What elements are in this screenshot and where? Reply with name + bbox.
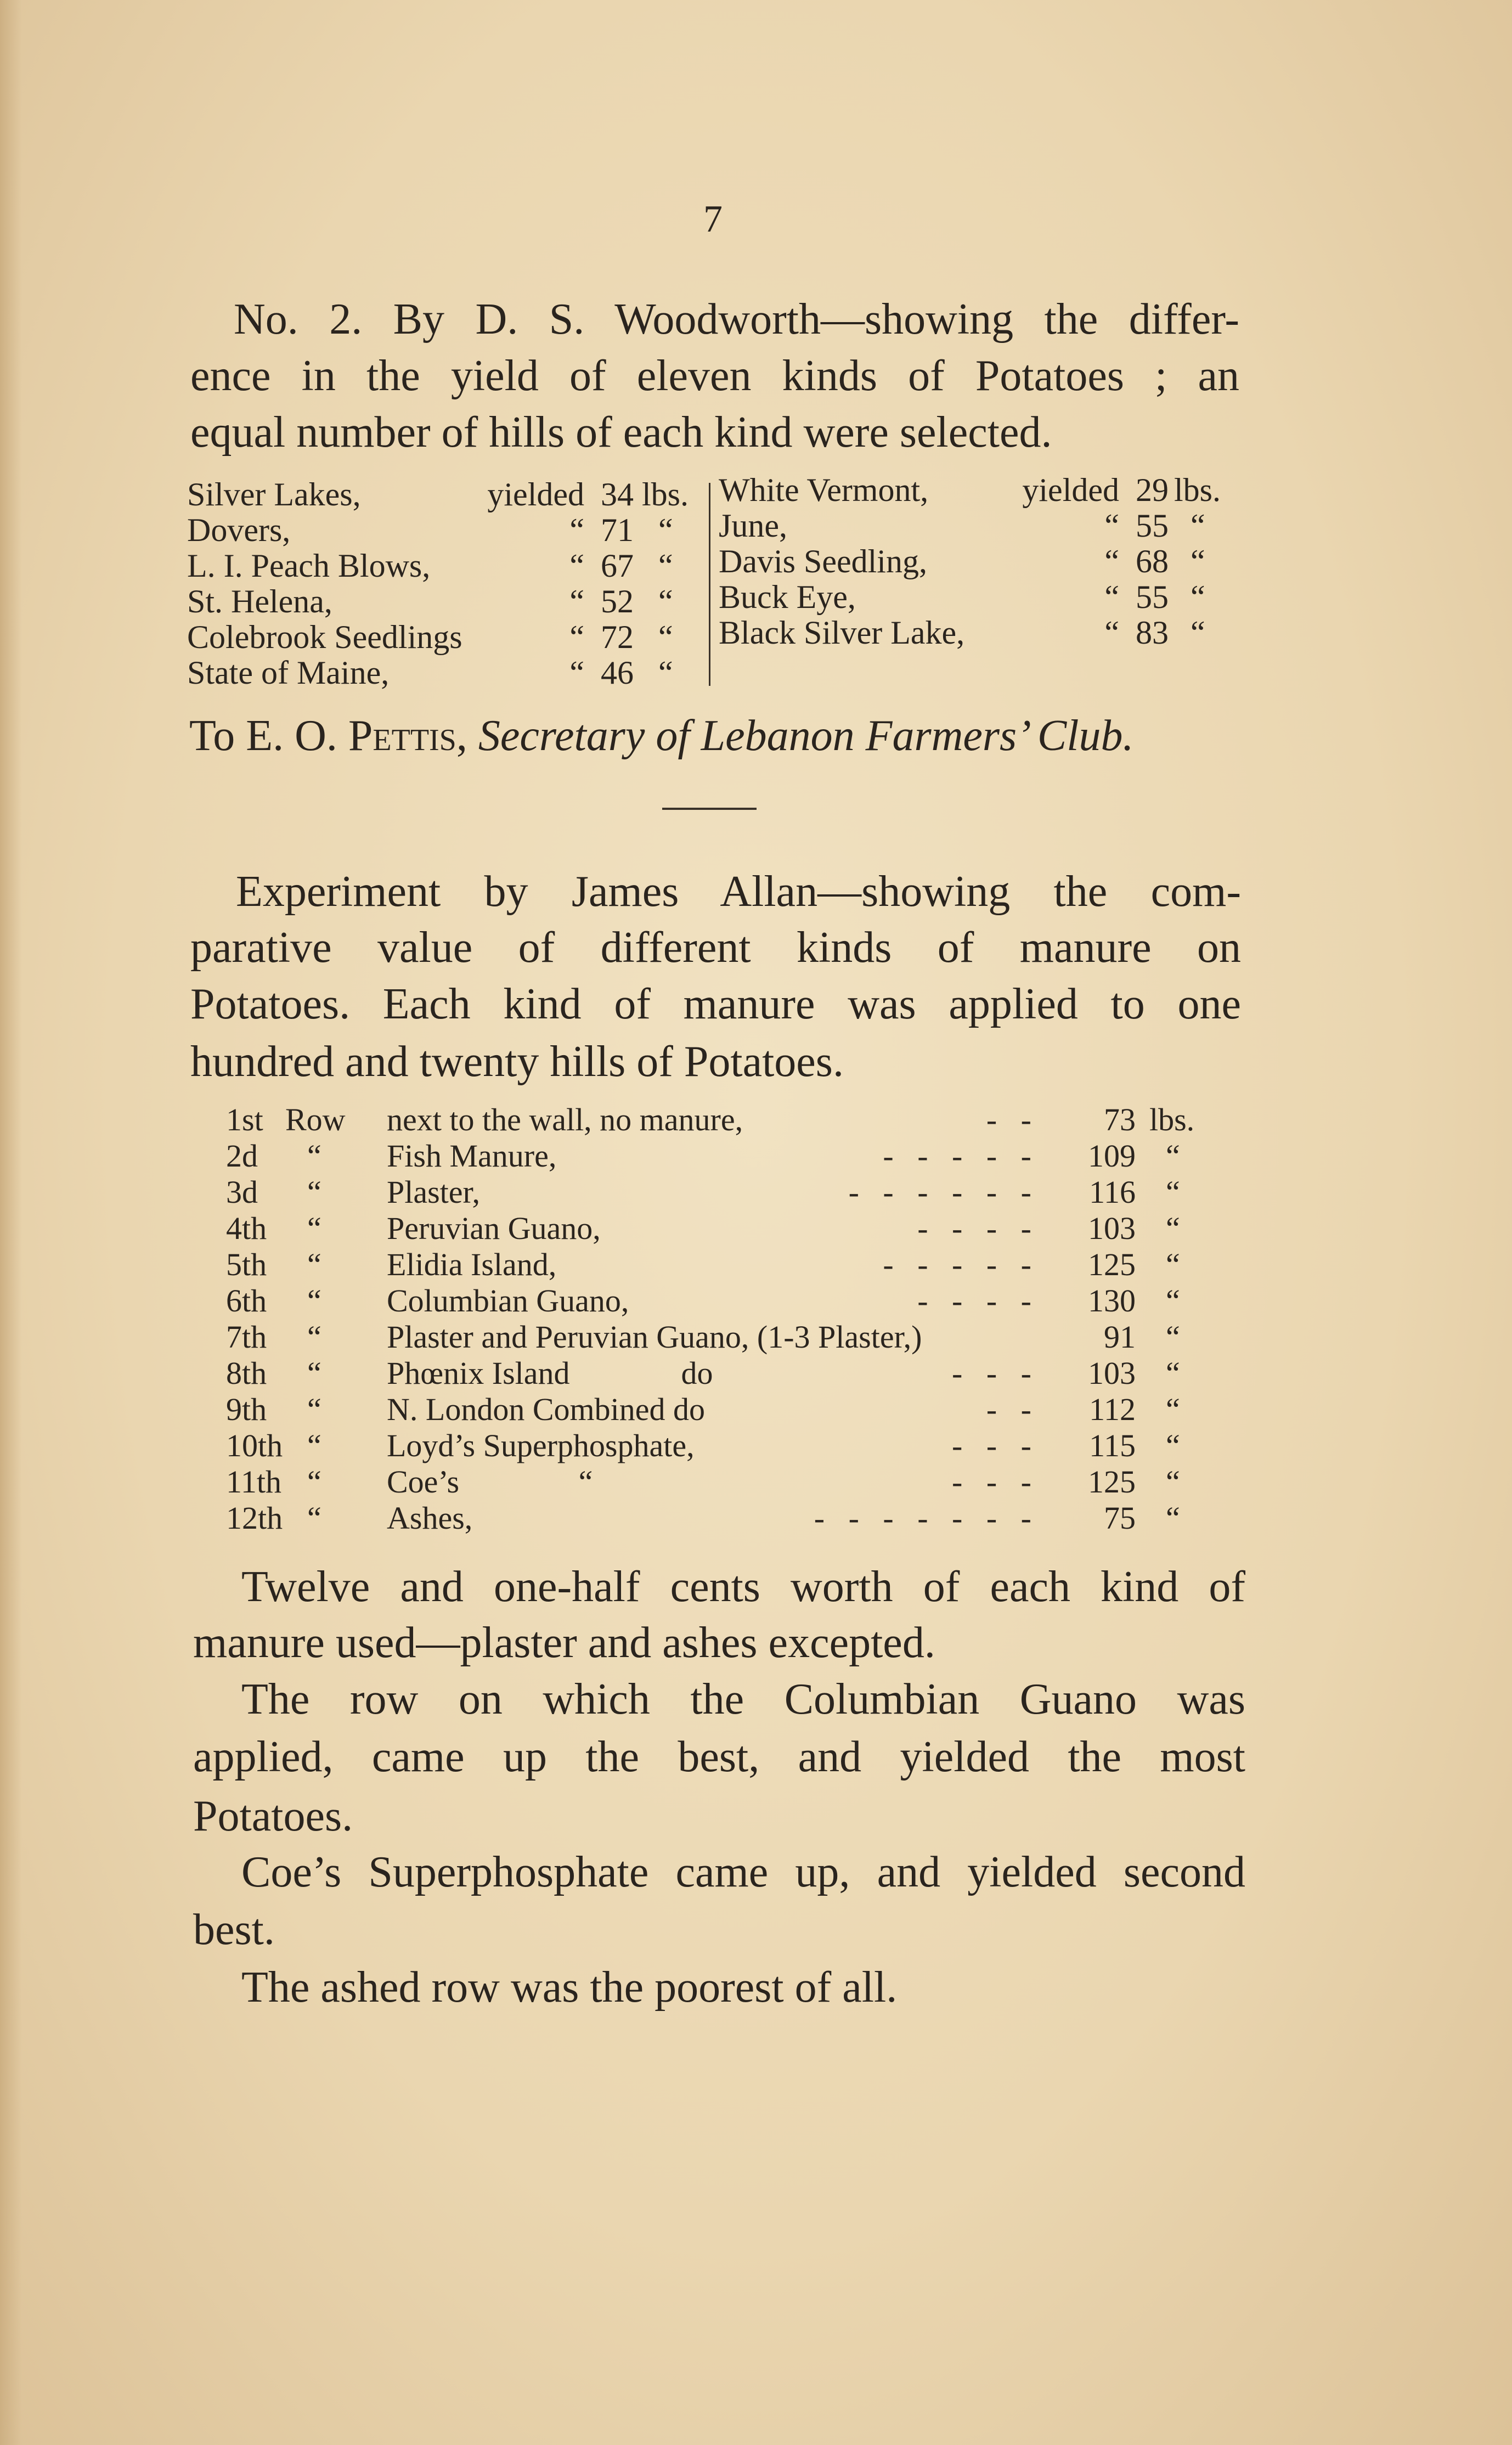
yield-unit: “: [1191, 543, 1205, 579]
row-leader: - - -: [952, 1464, 1031, 1500]
row-yield: 116: [1089, 1174, 1136, 1210]
row-description: Plaster and Peruvian Guano, (1-3 Plaster,): [387, 1319, 922, 1355]
row-ditto: “: [307, 1210, 321, 1246]
yield-value: 72: [601, 619, 634, 655]
paragraph-line: hundred and twenty hills of Potatoes.: [190, 1038, 844, 1086]
row-yield: 125: [1088, 1464, 1136, 1500]
potato-name: L. I. Peach Blows,: [187, 548, 431, 584]
paragraph-line: best.: [193, 1906, 275, 1954]
paragraph-line: No. 2. By D. S. Woodworth—showing the differ-: [234, 295, 1239, 343]
row-ditto: “: [307, 1355, 321, 1391]
row-ordinal: 6th: [226, 1283, 267, 1319]
yield-verb: “: [569, 512, 584, 548]
potato-name: St. Helena,: [187, 583, 332, 619]
paragraph-line: Potatoes. Each kind of manure was applied to one: [190, 980, 1241, 1028]
row-ordinal: 9th: [226, 1391, 267, 1427]
row-ditto: “: [307, 1247, 321, 1282]
yield-value: 67: [601, 548, 634, 584]
row-ordinal: 7th: [226, 1319, 267, 1355]
row-description: Phœnix Island do: [387, 1355, 713, 1391]
yield-unit: “: [658, 583, 673, 619]
row-ditto: “: [307, 1283, 321, 1319]
yield-value: 34: [601, 476, 634, 512]
row-description: N. London Combined do: [387, 1391, 705, 1427]
row-unit: “: [1166, 1210, 1180, 1246]
row-yield: 103: [1088, 1355, 1136, 1391]
row-ordinal: 2d: [226, 1138, 258, 1174]
yield-unit: “: [1191, 579, 1205, 615]
row-description: Ashes,: [387, 1500, 473, 1536]
yield-unit: “: [1191, 615, 1205, 651]
yield-value: 68: [1136, 543, 1169, 579]
signature-title: Secretary of Lebanon Farmers’ Club.: [478, 712, 1134, 760]
row-unit: “: [1166, 1464, 1180, 1500]
yield-verb: “: [1104, 508, 1119, 544]
row-description: Peruvian Guano,: [387, 1210, 601, 1246]
row-yield: 109: [1088, 1138, 1136, 1174]
yield-verb: “: [569, 548, 584, 584]
yield-unit: “: [658, 512, 673, 548]
yield-value: 83: [1136, 615, 1169, 651]
yield-verb: “: [1104, 615, 1119, 651]
yield-unit: “: [658, 548, 673, 584]
paragraph-line: applied, came up the best, and yielded the most: [193, 1733, 1245, 1781]
yield-value: 55: [1136, 579, 1169, 615]
row-description: Fish Manure,: [387, 1138, 557, 1174]
signature-sep: ,: [456, 712, 478, 760]
potato-name: Dovers,: [187, 512, 291, 548]
section-rule: [662, 808, 757, 810]
yield-unit: “: [658, 655, 673, 691]
paragraph-line: The ashed row was the poorest of all.: [241, 1963, 898, 2012]
row-description: Loyd’s Superphosphate,: [387, 1428, 695, 1463]
paragraph-line: Potatoes.: [193, 1792, 353, 1840]
paragraph-line: Experiment by James Allan—showing the com-: [236, 867, 1241, 916]
paragraph-line: parative value of different kinds of manure on: [190, 923, 1241, 972]
row-ordinal: 5th: [226, 1247, 267, 1282]
row-unit: “: [1166, 1247, 1180, 1282]
row-ditto: “: [307, 1138, 321, 1174]
yield-verb: “: [569, 619, 584, 655]
row-leader: - - - - -: [883, 1247, 1031, 1282]
row-ordinal: 3d: [226, 1174, 258, 1210]
row-unit: “: [1166, 1428, 1180, 1463]
row-unit: “: [1166, 1391, 1180, 1427]
potato-name: Buck Eye,: [719, 579, 856, 615]
row-ordinal: 12th: [226, 1500, 283, 1536]
paragraph-line: manure used—plaster and ashes excepted.: [193, 1619, 935, 1667]
row-yield: 103: [1088, 1210, 1136, 1246]
row-ordinal: 11th: [226, 1464, 281, 1500]
paragraph-line: equal number of hills of each kind were selected.: [190, 408, 1052, 457]
row-description: Coe’s “: [387, 1464, 593, 1500]
row-yield: 73: [1104, 1102, 1136, 1137]
paragraph-line: Twelve and one-half cents worth of each kind of: [241, 1563, 1245, 1611]
yield-value: 55: [1136, 508, 1169, 544]
potato-name: Davis Seedling,: [719, 543, 927, 579]
row-description: next to the wall, no manure,: [387, 1102, 743, 1137]
row-ordinal: 10th: [226, 1428, 283, 1463]
row-yield: 91: [1104, 1319, 1136, 1355]
row-ditto: “: [307, 1391, 321, 1427]
row-leader: - -: [986, 1391, 1031, 1427]
row-yield: 115: [1089, 1428, 1136, 1463]
row-ditto: “: [307, 1319, 321, 1355]
yield-value: 52: [601, 583, 634, 619]
row-leader: - - - -: [917, 1210, 1031, 1246]
row-ordinal: 4th: [226, 1210, 267, 1246]
page-number: 7: [703, 198, 723, 240]
yield-verb: “: [1104, 543, 1119, 579]
potato-name: Colebrook Seedlings: [187, 619, 462, 655]
row-yield: 112: [1089, 1391, 1136, 1427]
table-divider: [709, 483, 710, 686]
paragraph-line: Coe’s Superphosphate came up, and yielded second: [241, 1848, 1245, 1896]
signature-name: Pettis: [348, 712, 456, 760]
row-ditto: “: [307, 1428, 321, 1463]
row-leader: - - - - -: [883, 1138, 1031, 1174]
signature-line: [189, 711, 1134, 761]
page-edge-shadow: [0, 0, 22, 2445]
yield-verb: “: [569, 655, 584, 691]
row-ditto: “: [307, 1174, 321, 1210]
row-unit: “: [1166, 1283, 1180, 1319]
row-leader: - - - - - -: [848, 1174, 1031, 1210]
row-ditto: “: [307, 1464, 321, 1500]
row-leader: - -: [986, 1102, 1031, 1137]
yield-verb: “: [569, 583, 584, 619]
row-yield: 125: [1088, 1247, 1136, 1282]
row-description: Elidia Island,: [387, 1247, 557, 1282]
row-yield: 130: [1088, 1283, 1136, 1319]
yield-verb: “: [1104, 579, 1119, 615]
yield-value: 46: [601, 655, 634, 691]
potato-name: State of Maine,: [187, 655, 390, 691]
row-ditto: Row: [285, 1102, 346, 1137]
paragraph-line: ence in the yield of eleven kinds of Potatoes ; an: [190, 352, 1239, 400]
yield-unit: lbs.: [1174, 472, 1221, 508]
row-leader: - - -: [952, 1428, 1031, 1463]
row-ordinal: 1st: [226, 1102, 263, 1137]
row-leader: - - - - - - -: [814, 1500, 1031, 1536]
yield-unit: “: [658, 619, 673, 655]
row-description: Plaster,: [387, 1174, 481, 1210]
yield-unit: lbs.: [642, 476, 689, 512]
yield-value: 29: [1136, 472, 1169, 508]
potato-name: White Vermont,: [719, 472, 929, 508]
row-unit: “: [1166, 1174, 1180, 1210]
row-leader: - - -: [952, 1355, 1031, 1391]
row-description: Columbian Guano,: [387, 1283, 629, 1319]
row-unit: “: [1166, 1355, 1180, 1391]
row-unit: “: [1166, 1500, 1180, 1536]
paragraph-line: The row on which the Columbian Guano was: [241, 1675, 1245, 1723]
row-unit: lbs.: [1149, 1102, 1195, 1137]
potato-name: Silver Lakes,: [187, 476, 361, 512]
row-yield: 75: [1104, 1500, 1136, 1536]
row-ditto: “: [307, 1500, 321, 1536]
row-leader: - - - -: [917, 1283, 1031, 1319]
row-ordinal: 8th: [226, 1355, 267, 1391]
yield-value: 71: [601, 512, 634, 548]
potato-name: Black Silver Lake,: [719, 615, 965, 651]
row-unit: “: [1166, 1319, 1180, 1355]
signature-prefix: To E. O.: [189, 712, 348, 760]
yield-verb: yielded: [487, 476, 584, 512]
yield-unit: “: [1191, 508, 1205, 544]
yield-verb: yielded: [1022, 472, 1119, 508]
row-unit: “: [1166, 1138, 1180, 1174]
potato-name: June,: [719, 508, 787, 544]
